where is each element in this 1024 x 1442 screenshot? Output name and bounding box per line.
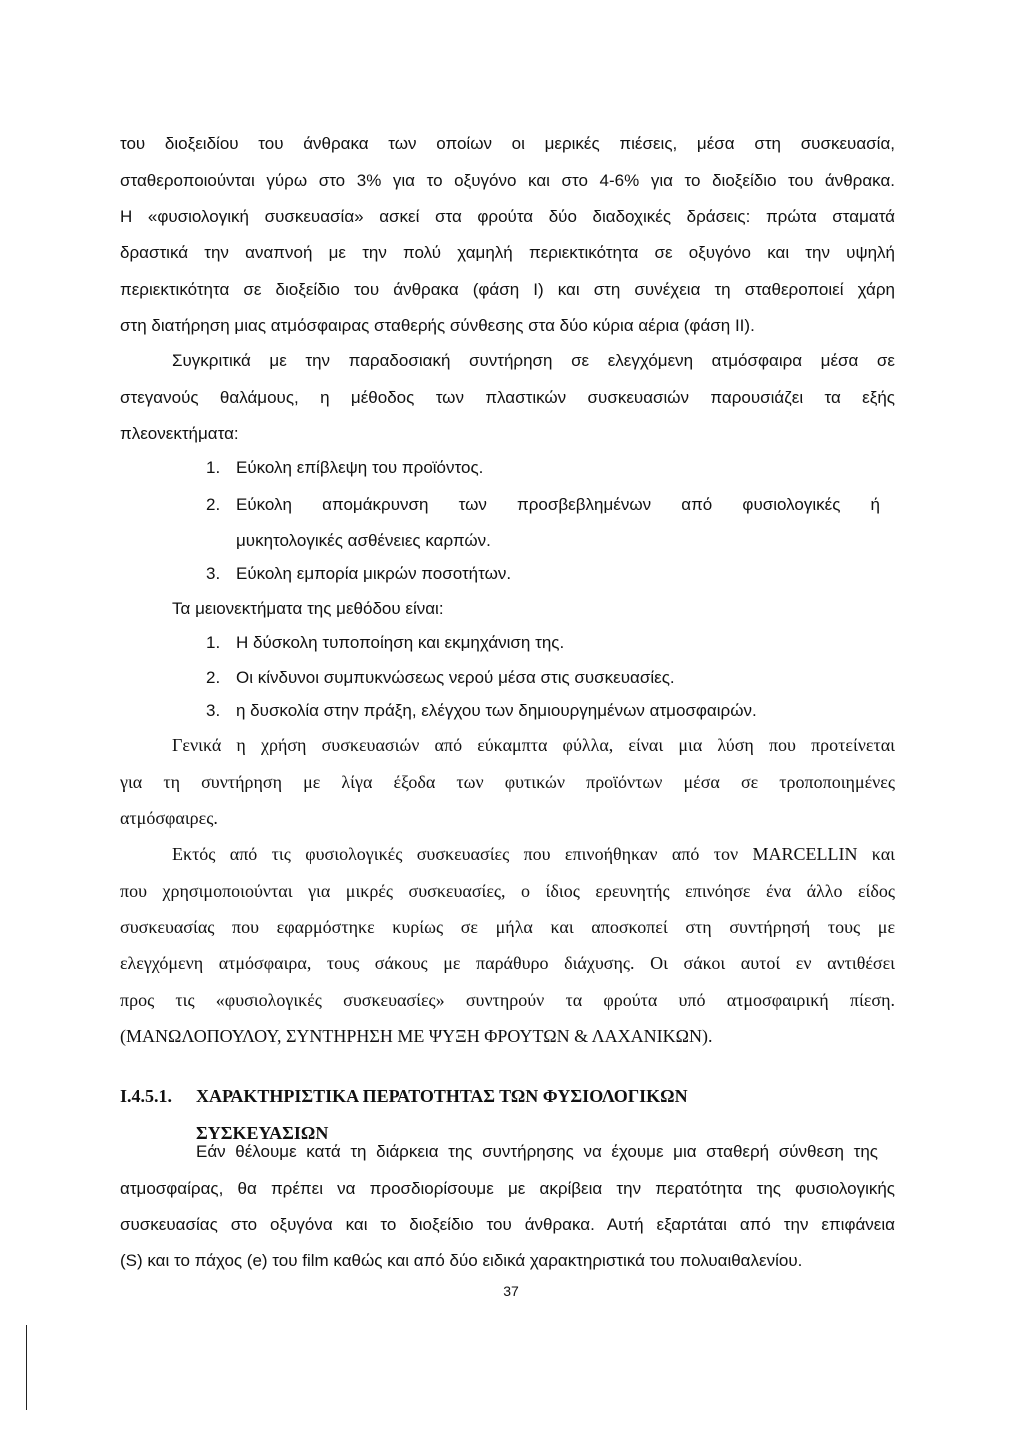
paragraph-4-line: συσκευασίας που εφαρμόστηκε κυρίως σε μήλα και αποσκοπεί στη συντήρησή τους με <box>120 917 895 937</box>
paragraph-1-line: δραστικά την αναπνοή με την πολύ χαμηλή περιεκτικότητα σε οξυγόνο και την υψηλή <box>120 243 895 262</box>
disadvantage-item: Οι κίνδυνοι συμπυκνώσεως νερού μέσα στις συσκευασίες. <box>236 668 675 687</box>
section-title: ΧΑΡΑΚΤΗΡΙΣΤΙΚΑ ΠΕΡΑΤΟΤΗΤΑΣ ΤΩΝ ΦΥΣΙΟΛΟΓΙΚΩΝ <box>196 1086 688 1106</box>
paragraph-2-line: Συγκριτικά με την παραδοσιακή συντήρηση σε ελεγχόμενη ατμόσφαιρα μέσα σε <box>172 351 895 370</box>
advantage-item: Εύκολη εμπορία μικρών ποσοτήτων. <box>236 564 512 583</box>
paragraph-1-line: Η «φυσιολογική συσκευασία» ασκεί στα φρούτα δύο διαδοχικές δράσεις: πρώτα σταματά <box>120 207 895 226</box>
paragraph-4-line: Εκτός από τις φυσιολογικές συσκευασίες που επινοήθηκαν από τον MARCELLIN και <box>172 844 895 864</box>
list-number: 2. <box>206 668 221 687</box>
paragraph-3-line: Γενικά η χρήση συσκευασιών από εύκαμπτα φύλλα, είναι μια λύση που προτείνεται <box>172 735 895 755</box>
advantage-item-continuation: μυκητολογικές ασθένειες καρπών. <box>236 531 491 550</box>
paragraph-5-line: Εάν θέλουμε κατά τη διάρκεια της συντήρησης να έχουμε μια σταθερή σύνθεση της <box>196 1142 878 1161</box>
list-number: 3. <box>206 701 221 720</box>
paragraph-1-line: σταθεροποιούνται γύρω στο 3% για το οξυγόνο και στο 4-6% για το διοξείδιο του άνθρακα. <box>120 171 895 190</box>
paragraph-2-line: πλεονεκτήματα: <box>120 424 239 443</box>
section-number: Ι.4.5.1. <box>120 1086 173 1106</box>
disadvantage-item: η δυσκολία στην πράξη, ελέγχου των δημιουργημένων ατμοσφαιρών. <box>236 701 757 720</box>
advantage-item: Εύκολη επίβλεψη του προϊόντος. <box>236 458 484 477</box>
paragraph-4-line: προς τις «φυσιολογικές συσκευασίες» συντηρούν τα φρούτα υπό ατμοσφαιρική πίεση. <box>120 990 895 1010</box>
paragraph-4-line: που χρησιμοποιούνται για μικρές συσκευασίες, ο ίδιος ερευνητής επινόησε ένα άλλο είδος <box>120 881 895 901</box>
paragraph-4-line: ελεγχόμενη ατμόσφαιρα, τους σάκους με παράθυρο διάχυσης. Οι σάκοι αυτοί εν αντιθέσει <box>120 953 895 973</box>
scan-edge-line <box>26 1325 27 1410</box>
paragraph-3-line: για τη συντήρηση με λίγα έξοδα των φυτικών προϊόντων μέσα σε τροποποιημένες <box>120 772 895 792</box>
paragraph-1-line: του διοξειδίου του άνθρακα των οποίων οι μερικές πιέσεις, μέσα στη συσκευασία, <box>120 134 895 153</box>
disadvantages-title: Τα μειονεκτήματα της μεθόδου είναι: <box>172 599 444 618</box>
paragraph-1-line: περιεκτικότητα σε διοξείδιο του άνθρακα (φάση Ι) και στη συνέχεια τη σταθεροποιεί χάρη <box>120 280 895 299</box>
paragraph-2-line: στεγανούς θαλάμους, η μέθοδος των πλαστικών συσκευασιών παρουσιάζει τα εξής <box>120 388 895 407</box>
list-number: 2. <box>206 495 221 514</box>
list-number: 1. <box>206 633 221 652</box>
paragraph-4-line: (ΜΑΝΩΛΟΠΟΥΛΟΥ, ΣΥΝΤΗΡΗΣΗ ΜΕ ΨΥΞΗ ΦΡΟΥΤΩΝ & ΛΑΧΑΝΙΚΩΝ). <box>120 1026 713 1046</box>
paragraph-5-line: (S) και το πάχος (e) του film καθώς και από δύο ειδικά χαρακτηριστικά του πολυαιθαλενίου. <box>120 1251 803 1270</box>
advantage-item: Εύκολη απομάκρυνση των προσβεβλημένων από φυσιολογικές ή <box>236 495 880 514</box>
list-number: 3. <box>206 564 221 583</box>
paragraph-3-line: ατμόσφαιρες. <box>120 808 218 828</box>
disadvantage-item: Η δύσκολη τυποποίηση και εκμηχάνιση της. <box>236 633 565 652</box>
paragraph-5-line: ατμοσφαίρας, θα πρέπει να προσδιορίσουμε με ακρίβεια την περατότητα της φυσιολογικής <box>120 1179 895 1198</box>
section-title-continuation: ΣΥΣΚΕΥΑΣΙΩΝ <box>196 1123 329 1143</box>
list-number: 1. <box>206 458 221 477</box>
page-number: 37 <box>503 1283 519 1299</box>
paragraph-5-line: συσκευασίας στο οξυγόνα και το διοξείδιο του άνθρακα. Αυτή εξαρτάται από την επιφάνεια <box>120 1215 895 1234</box>
paragraph-1-line: στη διατήρηση μιας ατμόσφαιρας σταθερής σύνθεσης στα δύο κύρια αέρια (φάση ΙΙ). <box>120 316 755 335</box>
